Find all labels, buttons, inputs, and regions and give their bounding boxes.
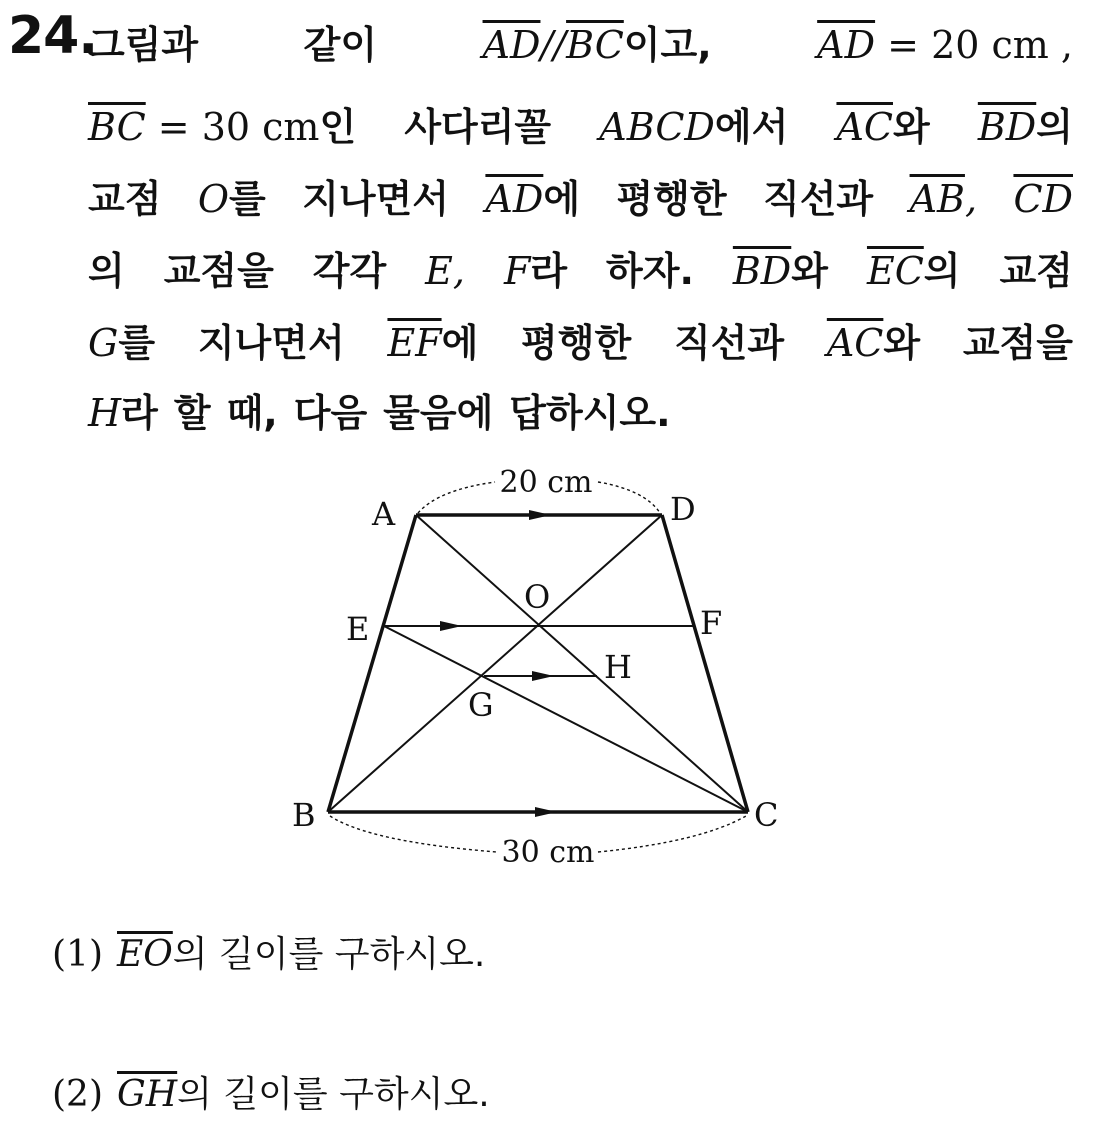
problem-line-4: 의 교점을 각각 E, F라 하자. $\overline{BD}$와 $\overline{EC}$의 교점 [88,249,1073,293]
label-O: O [524,578,551,616]
problem-line-3: 교점 O를 지나면서 $\overline{AD}$에 평행한 직선과 $\overline{AB}$, $\overline{CD}$ [88,177,1073,221]
problem-line-2: $\overline{BC} = 30$ cm인 사다리꼴 ABCD에서 $\overline{AC}$와 $\overline{BD}$의 [88,105,1073,149]
problem-line-1: 그림과 같이 $\overline{AD}//\overline{BC}$이고, $\overline{AD} = 20$ cm , [88,23,1073,67]
arc-bottom [330,816,497,852]
label-A: A [372,495,396,533]
label-F: F [700,604,723,642]
subquestion-1: (1) $\overline{EO}$의 길이를 구하시오. [52,934,486,975]
label-G: G [468,686,494,724]
label-H: H [604,648,632,686]
question-number: 24. [8,6,98,66]
arc-top [418,482,495,513]
top-length-label: 20 cm [499,465,593,500]
label-B: B [292,796,316,834]
arc-top [598,482,660,513]
label-C: C [754,796,779,834]
bottom-length-label: 30 cm [501,835,595,870]
problem-line-6: H라 할 때, 다음 물음에 답하시오. [88,391,671,435]
trapezoid-figure [280,455,820,875]
subquestion-2: (2) $\overline{GH}$의 길이를 구하시오. [52,1074,490,1115]
label-E: E [346,610,370,648]
segment-EC [384,626,748,812]
label-D: D [670,490,696,528]
diagonal-AC [416,515,748,812]
problem-line-5: G를 지나면서 $\overline{EF}$에 평행한 직선과 $\overline{AC}$와 교점을 [88,321,1073,365]
side-AB [328,515,416,812]
arc-bottom [598,816,746,852]
side-DC [662,515,748,812]
